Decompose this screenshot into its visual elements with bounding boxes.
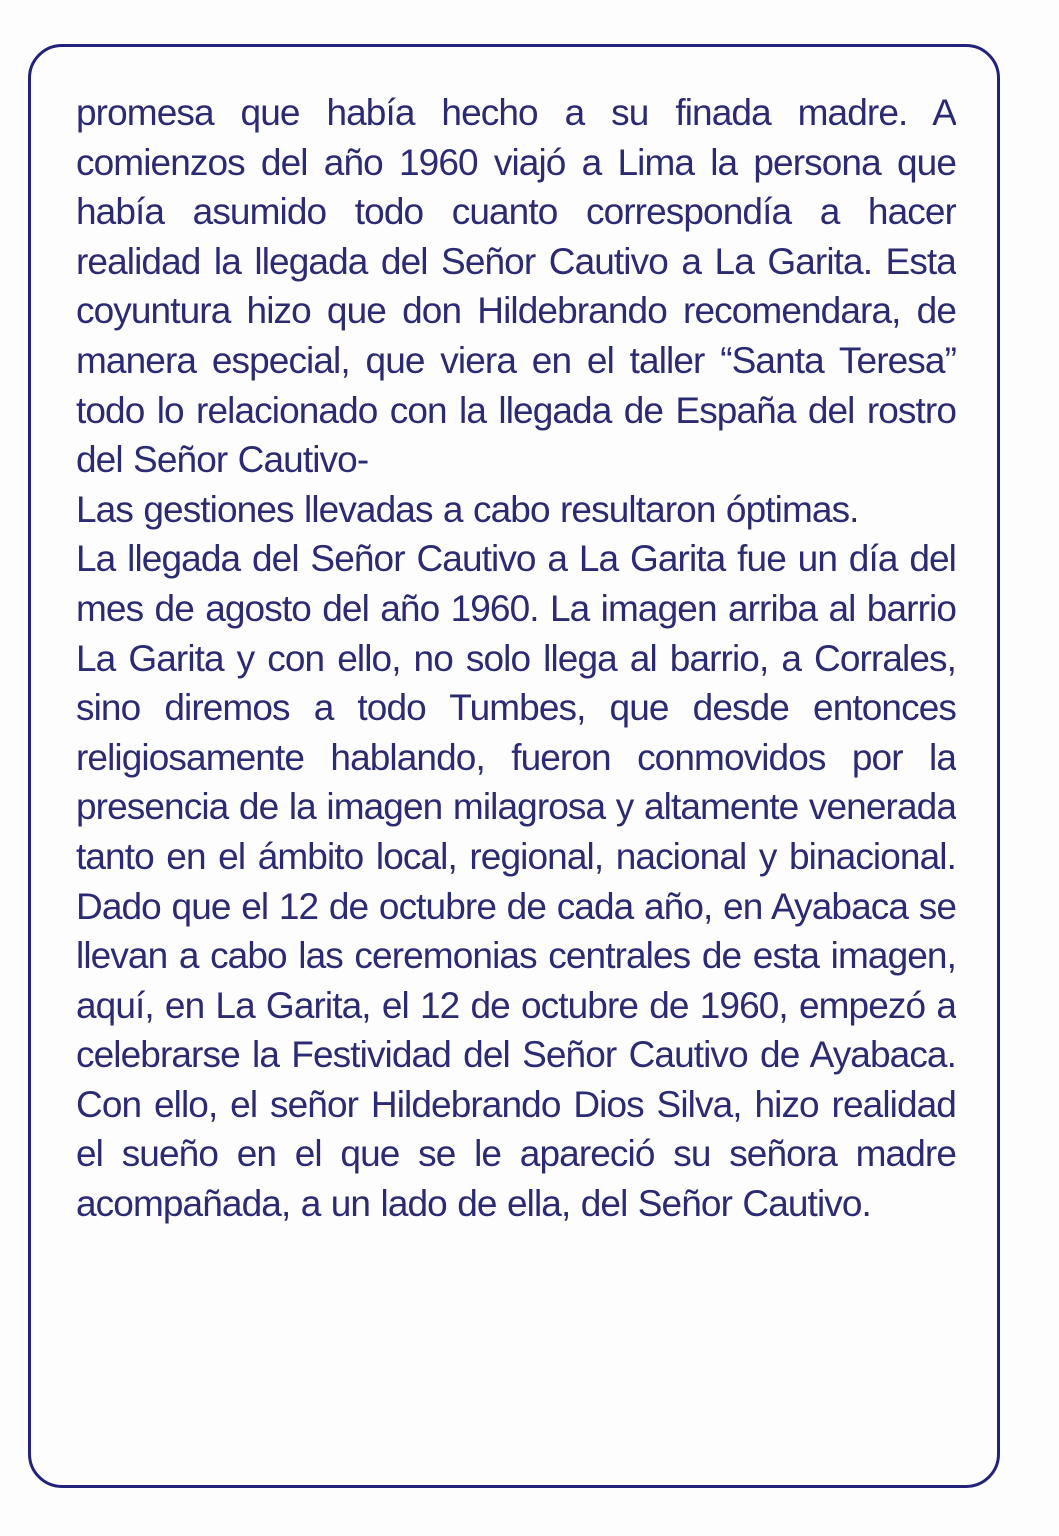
text-line: aquí, en La Garita, el 12 de octubre de 1960, empezó a <box>76 984 956 1026</box>
body-text <box>76 88 956 1229</box>
text-line: todo lo relacionado con la llegada de España del rostro <box>76 389 956 431</box>
text-line: Dado que el 12 de octubre de cada año, en Ayabaca se <box>76 885 956 927</box>
text-line: había asumido todo cuanto correspondía a hacer <box>76 191 956 233</box>
text-line: Las gestiones llevadas a cabo resultaron óptimas. <box>76 488 859 530</box>
text-line: realidad la llegada del Señor Cautivo a La Garita. Esta <box>76 240 956 282</box>
text-line: llevan a cabo las ceremonias centrales de esta imagen, <box>76 935 956 977</box>
text-line: mes de agosto del año 1960. La imagen arriba al barrio <box>76 587 956 629</box>
text-line: el sueño en el que se le apareció su señora madre <box>76 1133 956 1175</box>
text-line: coyuntura hizo que don Hildebrando recomendara, de <box>76 290 956 332</box>
text-line: sino diremos a todo Tumbes, que desde entonces <box>76 687 956 729</box>
text-line: La llegada del Señor Cautivo a La Garita fue un día del <box>76 538 956 580</box>
text-line: manera especial, que viera en el taller “Santa Teresa” <box>76 339 956 381</box>
text-line: celebrarse la Festividad del Señor Cautivo de Ayabaca. <box>76 1034 956 1076</box>
text-line: La Garita y con ello, no solo llega al barrio, a Corrales, <box>76 637 956 679</box>
text-line: promesa que había hecho a su finada madre. A <box>76 92 956 133</box>
text-line: del Señor Cautivo- <box>76 439 369 481</box>
text-line: tanto en el ámbito local, regional, nacional y binacional. <box>76 835 956 877</box>
text-line: acompañada, a un lado de ella, del Señor Cautivo. <box>76 1183 871 1225</box>
text-line: Con ello, el señor Hildebrando Dios Silva, hizo realidad <box>76 1083 956 1125</box>
text-line: comienzos del año 1960 viajó a Lima la persona que <box>76 141 956 183</box>
text-line: presencia de la imagen milagrosa y altamente venerada <box>76 786 956 828</box>
text-line: religiosamente hablando, fueron conmovidos por la <box>76 736 956 778</box>
